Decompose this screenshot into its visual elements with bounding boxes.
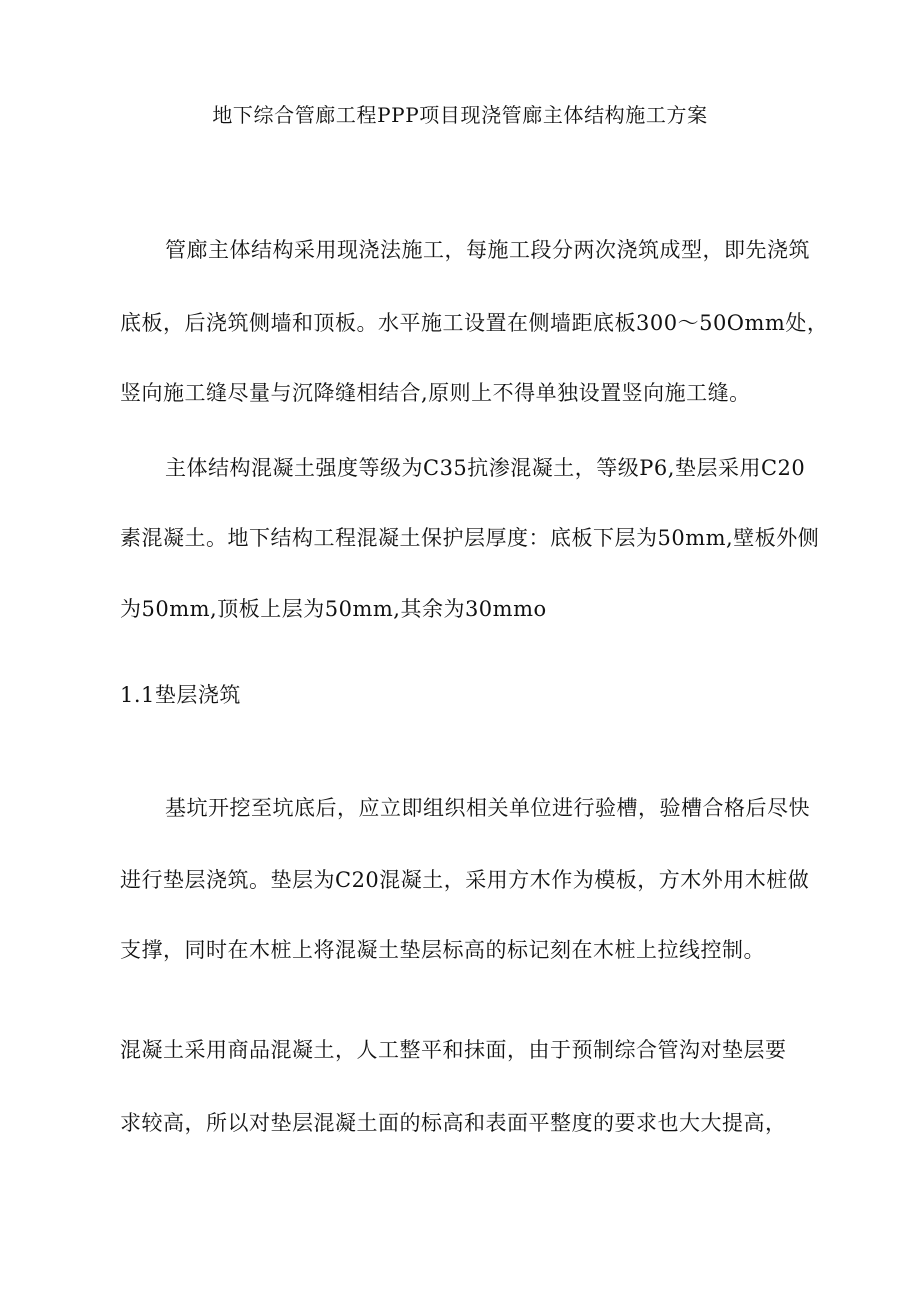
section-heading: 1.1垫层浇筑 xyxy=(120,683,241,707)
document-title: 地下综合管廊工程PPP项目现浇管廊主体结构施工方案 xyxy=(212,103,708,127)
paragraph-4-line-2: 求较高，所以对垫层混凝土面的标高和表面平整度的要求也大大提高， xyxy=(120,1111,787,1135)
paragraph-4-line-1: 混凝土采用商品混凝土，人工整平和抹面，由于预制综合管沟对垫层要 xyxy=(120,1038,787,1062)
paragraph-3-line-3: 支撑，同时在木桩上将混凝土垫层标高的标记刻在木桩上拉线控制。 xyxy=(120,938,765,962)
paragraph-1-line-2: 底板，后浇筑侧墙和顶板。水平施工设置在侧墙距底板300～50Omm处， xyxy=(120,311,829,335)
paragraph-3-line-1: 基坑开挖至坑底后，应立即组织相关单位进行验槽，验槽合格后尽快 xyxy=(165,796,810,820)
paragraph-2-line-3: 为50mm,顶板上层为50mm,其余为30mmo xyxy=(120,597,547,621)
paragraph-2-line-1: 主体结构混凝土强度等级为C35抗渗混凝土，等级P6,垫层采用C20 xyxy=(165,456,806,480)
paragraph-2-line-2: 素混凝土。地下结构工程混凝土保护层厚度：底板下层为50mm,壁板外侧 xyxy=(120,526,820,550)
paragraph-1-line-1: 管廊主体结构采用现浇法施工，每施工段分两次浇筑成型，即先浇筑 xyxy=(165,238,810,262)
paragraph-1-line-3: 竖向施工缝尽量与沉降缝相结合,原则上不得单独设置竖向施工缝。 xyxy=(120,381,751,405)
paragraph-3-line-2: 进行垫层浇筑。垫层为C20混凝土，采用方木作为模板，方木外用木桩做 xyxy=(120,868,810,892)
